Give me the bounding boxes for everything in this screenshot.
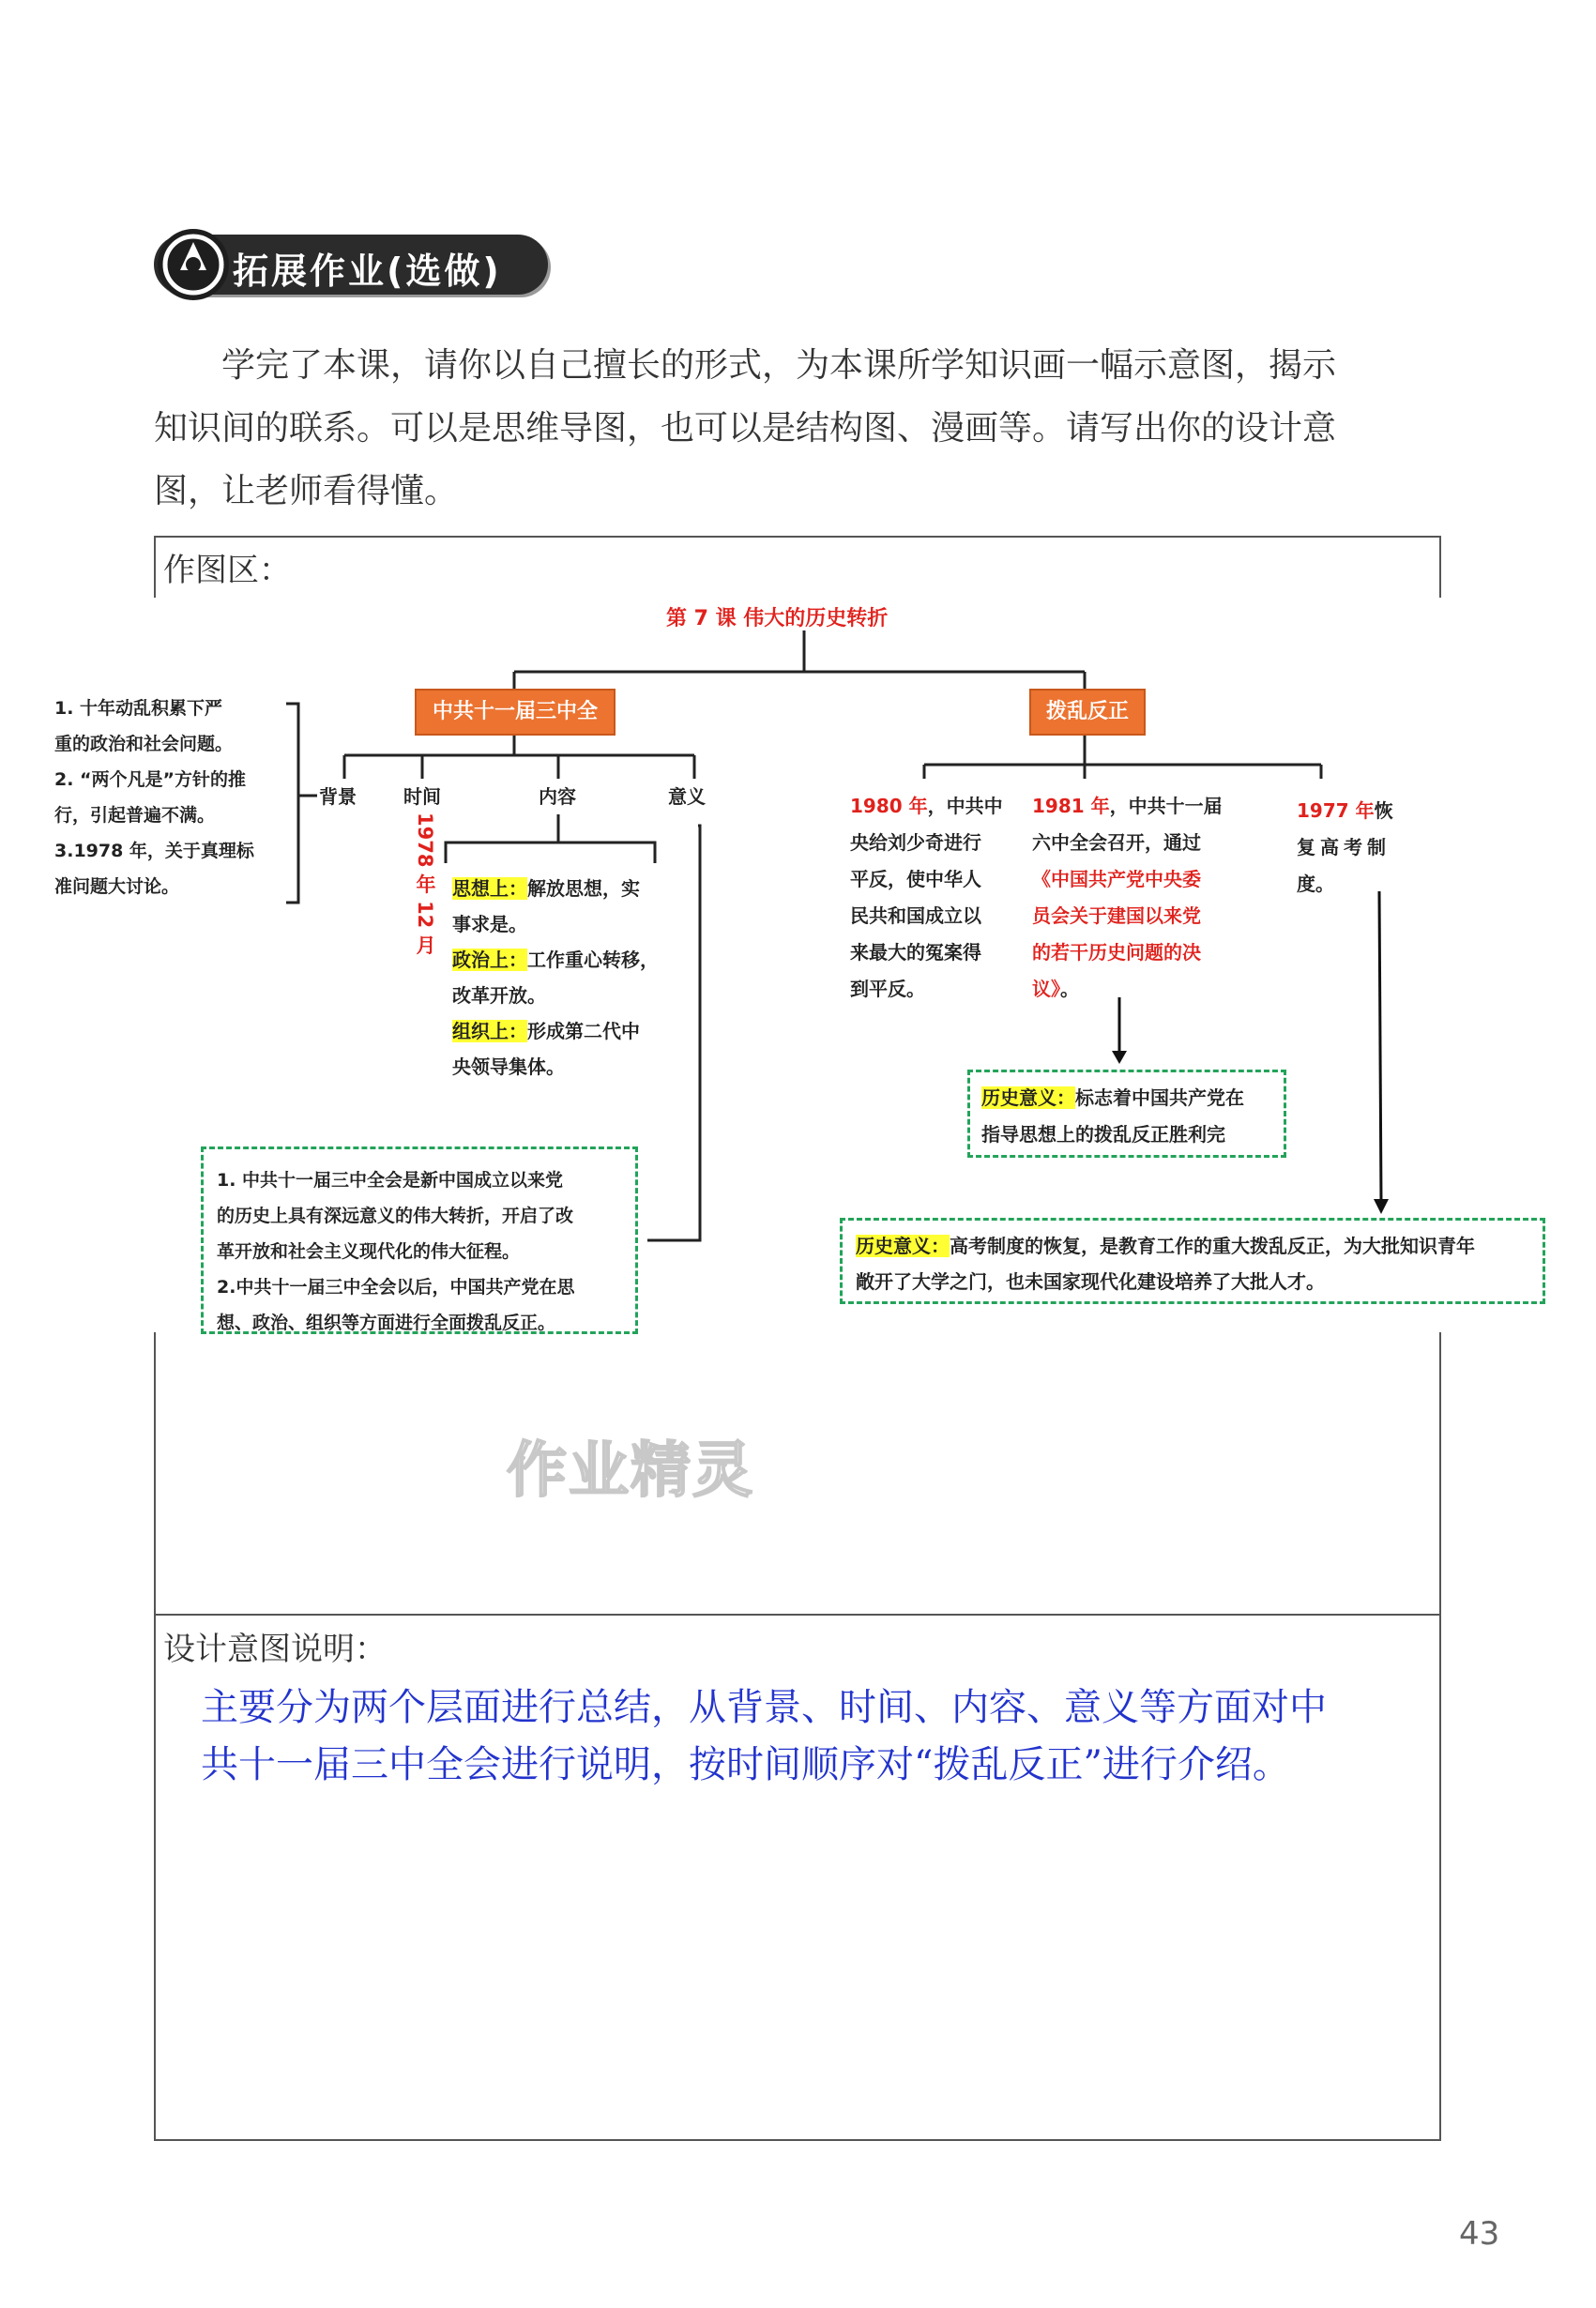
page-number: 43: [1459, 2215, 1500, 2253]
event-doc: 员会关于建国以来党: [1032, 904, 1201, 927]
event-text: 来最大的冤案得: [850, 941, 981, 964]
event-year: 1981 年: [1032, 795, 1110, 817]
background-item: 2. “两个凡是”方针的推: [54, 769, 247, 790]
event-doc: 议》: [1032, 978, 1060, 1000]
content-tag: 政治上：: [452, 949, 527, 971]
diagram-title: 第 7 课 伟大的历史转折: [666, 607, 889, 630]
meaning-line: 的历史上具有深远意义的伟大转折，开启了改: [217, 1206, 574, 1226]
meaning-line: 革开放和社会主义现代化的伟大征程。: [217, 1241, 521, 1262]
design-line: 共十一届三中全会进行说明，按时间顺序对“拨乱反正”进行介绍。: [201, 1743, 1290, 1786]
branch-content: 内容: [539, 785, 576, 808]
content-tag: 组织上：: [452, 1020, 527, 1042]
branch-time: 时间: [403, 785, 441, 808]
intro-line: 知识间的联系。可以是思维导图，也可以是结构图、漫画等。请写出你的设计意: [154, 409, 1337, 448]
content-text: 改革开放。: [452, 984, 546, 1007]
design-note-label: 设计意图说明：: [163, 1631, 387, 1668]
content-tag: 思想上：: [452, 877, 527, 900]
content-item: [452, 942, 677, 978]
event-text: ，中共中: [927, 795, 1003, 817]
branch-meaning: 意义: [668, 785, 706, 808]
content-list: [452, 871, 677, 1085]
content-item: [452, 1013, 677, 1049]
significance-text: 敞开了大学之门，也未国家现代化建设培养了大批人才。: [856, 1270, 1325, 1293]
background-item: 准问题大讨论。: [54, 876, 180, 897]
content-item: [452, 871, 677, 906]
meaning-line: 想、政治、组织等方面进行全面拨乱反正。: [217, 1313, 556, 1333]
significance-1981-box: [967, 1070, 1286, 1158]
branch-background: 背景: [319, 785, 357, 808]
event-year: 1980 年: [850, 795, 928, 817]
event-text: 民共和国成立以: [850, 904, 981, 927]
event-text: 复高考制: [1297, 836, 1391, 858]
meaning-line: 1. 中共十一届三中全会是新中国成立以来党: [217, 1170, 564, 1191]
event-text: 到平反。: [850, 978, 925, 1000]
background-item: 1. 十年动乱积累下严: [54, 698, 223, 719]
time-value: 1978 年 12 月: [414, 812, 436, 955]
significance-text: 高考制度的恢复，是教育工作的重大拨乱反正，为大批知识青年: [950, 1235, 1475, 1257]
event-text: 六中全会召开，通过: [1032, 831, 1201, 854]
drawing-area-label: 作图区：: [163, 552, 291, 589]
background-item: 重的政治和社会问题。: [54, 734, 234, 754]
significance-text: 指导思想上的拨乱反正胜利完: [981, 1123, 1225, 1146]
node-boluan-fanzheng: 拨乱反正: [1029, 689, 1146, 736]
event-text: 央给刘少奇进行: [850, 831, 981, 854]
section-title: 拓展作业(选做): [233, 251, 502, 292]
intro-line: 图，让老师看得懂。: [154, 472, 459, 510]
event-text: 平反，使中华人: [850, 868, 981, 890]
content-text: 央领导集体。: [452, 1055, 565, 1078]
event-doc: 《中国共产党中央委: [1032, 868, 1201, 890]
node-third-plenary: 中共十一届三中全: [415, 689, 616, 736]
meaning-box: [201, 1146, 638, 1334]
meaning-line: 2.中共十一届三中全会以后，中国共产党在思: [217, 1277, 575, 1298]
significance-tag: 历史意义：: [856, 1235, 950, 1257]
background-list: [54, 691, 289, 904]
event-text: ，中共十一届: [1109, 795, 1223, 817]
content-text: 工作重心转移，: [527, 949, 659, 971]
event-text: 度。: [1297, 873, 1334, 895]
watermark: 作业精灵: [507, 1436, 754, 1506]
design-line: 主要分为两个层面进行总结，从背景、时间、内容、意义等方面对中: [201, 1686, 1327, 1729]
event-text: 恢: [1374, 799, 1393, 822]
event-doc: 的若干历史问题的决: [1032, 941, 1201, 964]
significance-tag: 历史意义：: [981, 1086, 1075, 1109]
background-item: 行，引起普遍不满。: [54, 805, 216, 826]
event-1980: [850, 788, 1010, 1008]
design-intent-text: [201, 1679, 1411, 1794]
intro-line: 学完了本课，请你以自己擅长的形式，为本课所学知识画一幅示意图，揭示: [221, 346, 1337, 385]
background-item: 3.1978 年，关于真理标: [54, 841, 254, 861]
significance-1977-box: [840, 1218, 1545, 1304]
content-text: 解放思想，实: [527, 877, 640, 900]
event-year: 1977 年: [1297, 799, 1375, 822]
event-1977: [1297, 793, 1409, 903]
content-text: 事求是。: [452, 913, 527, 935]
event-1981: [1032, 788, 1257, 1008]
content-text: 形成第二代中: [527, 1020, 640, 1042]
event-text: 。: [1060, 978, 1079, 1000]
significance-text: 标志着中国共产党在: [1075, 1086, 1244, 1109]
